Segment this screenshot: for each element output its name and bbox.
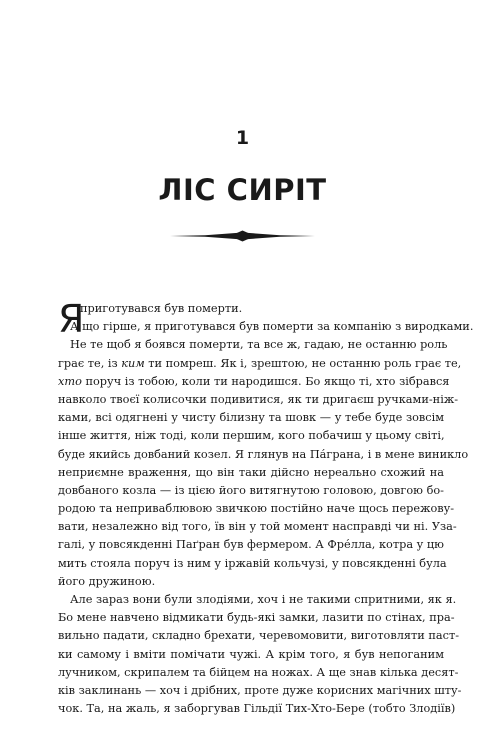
text-line: інше життя, ніж тоді, коли першим, кого побачиш у цьому світі, [58,429,445,443]
emphasis-word: ким [121,356,145,370]
ornament-divider [170,230,315,242]
text-line: вати, незалежно від того, їв він у той момент насправді чи ні. Узa- [58,520,457,534]
body-text [58,297,474,718]
text-segment: поруч із тобою, коли ти народишся. Бо якщо ті, хто зібрався [81,374,450,388]
chapter-number: 1 [235,127,250,149]
text-line: вильно падати, складно брехати, черевомовити, виготовляти паст- [58,629,460,643]
text-line: його дружиною. [58,574,156,588]
text-line: ками, всі одягнені у чисту білизну та шовк — у тебе буде зовсім [58,411,444,425]
text-segment: грає те, із [58,356,122,370]
emphasis-word: хто [58,374,82,388]
drop-cap: Я [58,297,85,341]
text-line: довбаного козла — із цією його витягнутою головою, довгою бо- [58,483,444,497]
chapter-title: ЛІС СИРІТ [158,173,327,207]
text-line [58,355,462,373]
text-line: лучником, скрипалем та бійцем на ножах. А ще знав кілька десят- [58,665,459,679]
text-line: А що гірше, я приготувався був померти за компанію з виродками. [70,320,474,334]
text-segment: ти помреш. Як і, зрештою, не останню роль грає те, [144,356,462,370]
text-line: ки самому і вміти помічати чужі. А крім того, я був непоганим [58,647,444,661]
text-line: ків заклинань — хоч і дрібних, проте дуже корисних магічних шту- [58,683,462,697]
text-line: буде якийсь довбаний козел. Я глянув на Па́грана, і в мене виникло [58,447,469,461]
text-line [58,373,450,391]
text-line: неприємне враження, що він таки дійсно нереально схожий на [58,465,444,479]
text-line: Не те щоб я боявся померти, та все ж, гадаю, не останню роль [70,338,448,352]
text-line: галі, у повсякденні Паґран був фермером. А Фре́лла, котра у цю [58,538,444,552]
text-line: родою та неприваблювою звичкою постійно наче щось пережову- [58,502,455,516]
text-line: мить стояла поруч із ним у іржавій кольчузі, у повсякденні була [58,556,447,570]
text-line: приготувався був померти. [80,302,243,315]
text-line: Бо мене навчено відмикати будь-які замки, лазити по стінах, пра- [58,611,455,625]
text-line: Але зараз вони були злодіями, хоч і не такими спритними, як я. [70,593,457,606]
text-lines [58,297,474,718]
text-line: чок. Та, на жаль, я заборгував Гільдії Тих-Хто-Бере (тобто Злодіїв) [58,702,456,716]
text-line: навколо твоєї колисочки подивитися, як ти дригаєш ручками-ніж- [58,392,459,406]
